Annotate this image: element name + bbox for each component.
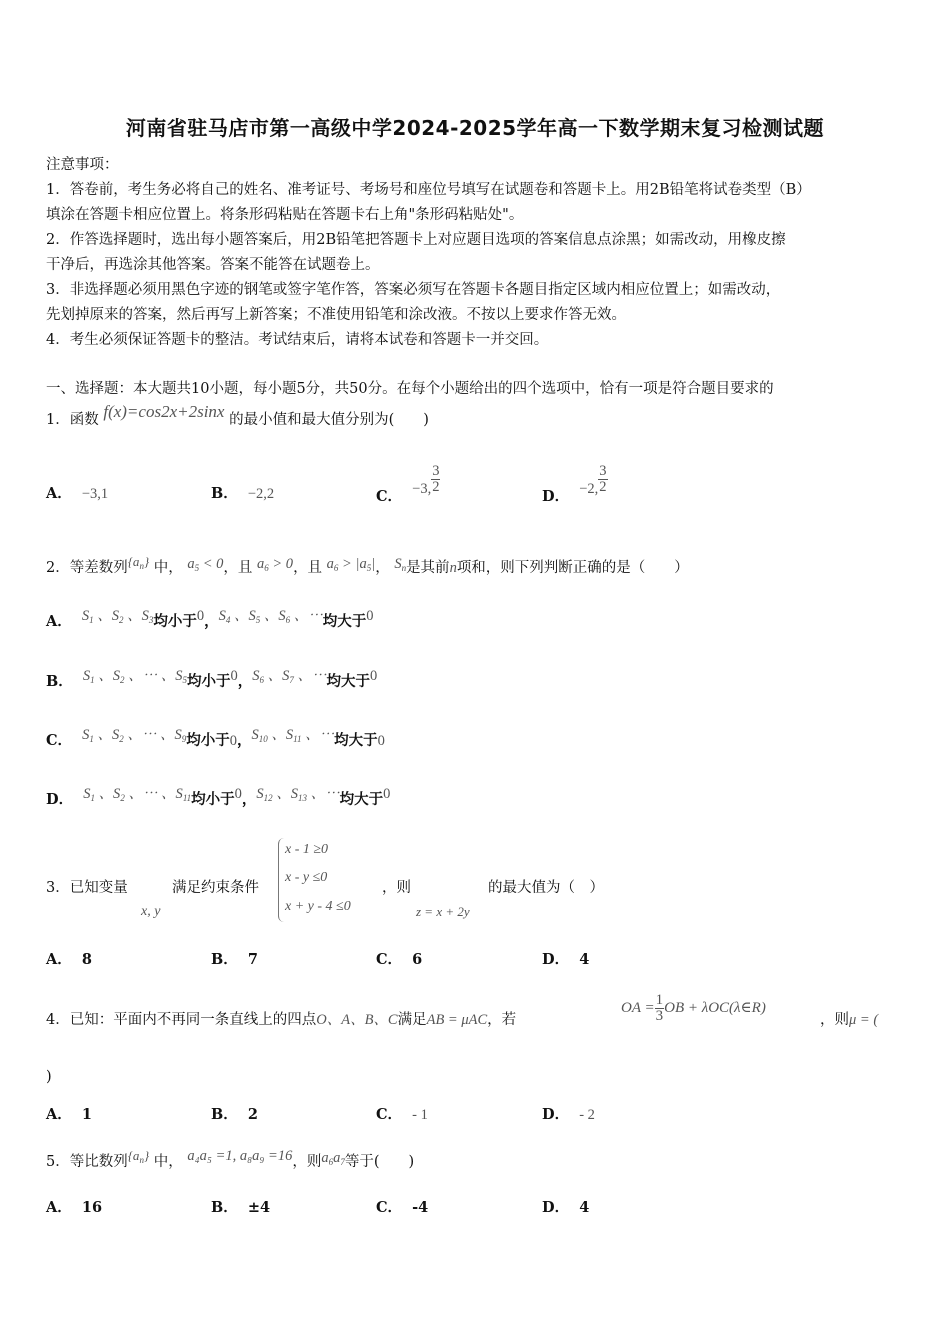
q4-text: ，则μ = ( xyxy=(820,1012,879,1028)
q5-option-c[interactable]: C． -4 xyxy=(376,1199,429,1216)
notice-line: 4．考生必须保证答题卡的整洁。考试结束后，请将本试卷和答题卡一并交回。 xyxy=(46,332,549,348)
q1-option-c[interactable]: C． −3, $\frac{3}{2}$ xyxy=(376,463,440,505)
q2-option-b[interactable]: B． $S_1$ 、$S_2$ 、⋯ 、$S_5$均小于0，$S_6$ 、$S_7$ 、⋯均大于0 xyxy=(46,668,378,690)
q2-option-a[interactable]: A． $S_1$ 、$S_2$ 、$S_3$均小于0，$S_4$ 、$S_5$ 、$S_6$ 、⋯均大于0 xyxy=(46,608,374,630)
notice-line: 填涂在答题卡相应位置上。将条形码粘贴在答题卡右上角"条形码粘贴处"。 xyxy=(46,207,524,223)
q4-option-b[interactable]: B． 2 xyxy=(211,1106,258,1123)
q3-text: 的最大值为（ ） xyxy=(488,880,604,896)
section-heading: 一、选择题：本大题共10小题，每小题5分，共50分。在每个小题给出的四个选项中，恰有一项是符合题目要求的 xyxy=(46,381,774,397)
notice-line: 1．答卷前，考生务必将自己的姓名、准考证号、考场号和座位号填写在试题卷和答题卡上。用2B铅笔将试卷类型（B） xyxy=(46,182,811,198)
notice-line: 先划掉原来的答案，然后再写上新答案；不准使用铅笔和涂改液。不按以上要求作答无效。 xyxy=(46,307,626,323)
constraint: x - y ≤0 xyxy=(285,870,328,885)
constraint: x - 1 ≥0 xyxy=(285,842,329,857)
q4-close: ) xyxy=(46,1069,52,1085)
page-title: 河南省驻马店市第一高级中学2024-2025学年高一下数学期末复习检测试题 xyxy=(125,116,825,140)
q4-option-c[interactable]: C． - 1 xyxy=(376,1106,428,1123)
q3-option-b[interactable]: B． 7 xyxy=(211,951,258,968)
q3-vars: x, y xyxy=(141,904,161,919)
q4-option-d[interactable]: D． - 2 xyxy=(542,1106,595,1123)
question-2: 2．等差数列$\{a_n\}$ 中， $a_5 < 0$，且 $a_6 > 0$，且 $a_6 > |a_5|$， $S_n$是其前n项和，则下列判断正确的是（ ） xyxy=(46,554,689,576)
question-5: 5．等比数列$\{a_n\}$ 中， a₄a₅ =1, a₈a₉ =16，则$a_6a_7$等于( ) xyxy=(46,1148,415,1170)
q3-option-a[interactable]: A． 8 xyxy=(46,951,92,968)
q1-option-b[interactable]: B． −2,2 xyxy=(211,485,275,502)
notice-heading: 注意事项： xyxy=(46,157,119,173)
notice-line: 干净后，再选涂其他答案。答案不能答在试题卷上。 xyxy=(46,257,380,273)
q1-option-a[interactable]: A． −3,1 xyxy=(46,485,109,502)
constraint: x + y - 4 ≤0 xyxy=(285,899,351,914)
q3-target: z = x + 2y xyxy=(416,904,470,919)
q2-option-c[interactable]: C． $S_1$ 、$S_2$ 、⋯ 、$S_9$均小于0，$S_{10}$ 、$S_{11}$ 、⋯均大于0 xyxy=(46,727,385,749)
question-3: 3．已知变量 xyxy=(46,880,128,896)
q5-option-a[interactable]: A． 16 xyxy=(46,1199,103,1216)
formula: f(x)=cos2x+2sinx xyxy=(103,402,225,421)
question-1 xyxy=(46,402,429,429)
q5-option-d[interactable]: D． 4 xyxy=(542,1199,590,1216)
question-text: 的最小值和最大值分别为( ) xyxy=(229,412,429,428)
q4-option-a[interactable]: A． 1 xyxy=(46,1106,92,1123)
question-text: 函数 xyxy=(69,412,99,428)
q2-option-d[interactable]: D． $S_1$ 、$S_2$ 、⋯ 、$S_{11}$均小于0，$S_{12}$ 、$S_{13}$ 、⋯均大于0 xyxy=(46,786,391,808)
q3-option-d[interactable]: D． 4 xyxy=(542,951,590,968)
q4-vector-eq: OA = $\frac{1}{3}$ OB + λOC(λ∈R) xyxy=(621,992,766,1024)
question-number: 1． xyxy=(46,412,70,428)
q5-option-b[interactable]: B． ±4 xyxy=(211,1199,271,1216)
q3-text: ，则 xyxy=(382,880,411,896)
notice-line: 3．非选择题必须用黑色字迹的钢笔或签字笔作答，答案必须写在答题卡各题目指定区域内相应位置上；如需改动， xyxy=(46,282,781,298)
question-4: 4．已知：平面内不再同一条直线上的四点O、A、B、C满足AB = μAC，若 xyxy=(46,1012,517,1028)
q1-option-d[interactable]: D． −2, $\frac{3}{2}$ xyxy=(542,463,607,505)
q3-text: 满足约束条件 xyxy=(172,880,259,896)
notice-line: 2．作答选择题时，选出每小题答案后，用2B铅笔把答题卡上对应题目选项的答案信息点涂黑；如需改动，用橡皮擦 xyxy=(46,232,786,248)
q3-option-c[interactable]: C． 6 xyxy=(376,951,423,968)
